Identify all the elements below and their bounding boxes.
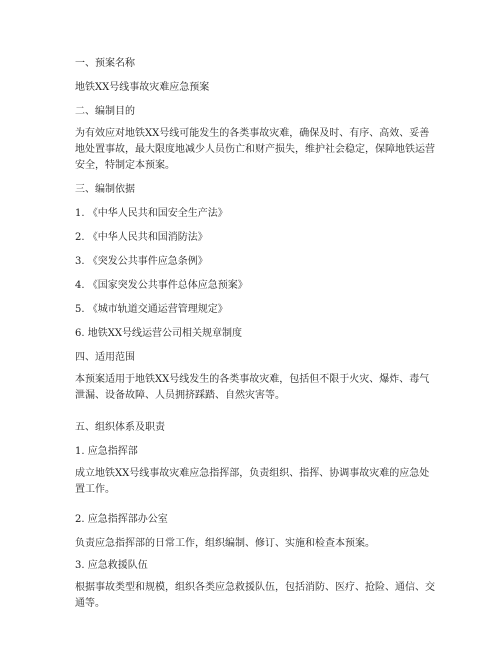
- section-5-2-text: 负责应急指挥部的日常工作，组织编制、修订、实施和检查本预案。: [75, 538, 375, 549]
- section-4-text: 本预案适用于地铁XX号线发生的各类事故灾难，包括但不限于火灾、爆炸、毒气泄漏、设备故障、人员拥挤踩踏、自然灾害等。: [75, 374, 430, 401]
- section-4-heading: 四、适用范围: [75, 352, 135, 363]
- list-item: 6. 地铁XX号线运营公司相关规章制度: [75, 328, 242, 339]
- section-5-3-text: 根据事故类型和规模，组织各类应急救援队伍，包括消防、医疗、抢险、通信、交通等。: [75, 582, 435, 609]
- section-5-heading: 五、组织体系及职责: [75, 422, 165, 433]
- section-1-heading: 一、预案名称: [75, 58, 135, 69]
- section-1-text: 地铁XX号线事故灾难应急预案: [75, 82, 210, 93]
- list-item: 4. 《国家突发公共事件总体应急预案》: [75, 280, 248, 291]
- section-2-heading: 二、编制目的: [75, 106, 135, 117]
- list-item: 2. 《中华人民共和国消防法》: [75, 232, 208, 243]
- list-item: 5. 《城市轨道交通运营管理规定》: [75, 304, 228, 315]
- section-5-1-heading: 1. 应急指挥部: [75, 446, 138, 457]
- section-5-2-heading: 2. 应急指挥部办公室: [75, 514, 168, 525]
- list-item: 1. 《中华人民共和国安全生产法》: [75, 208, 228, 219]
- section-2-text: 为有效应对地铁XX号线可能发生的各类事故灾难，确保及时、有序、高效、妥善地处置事故，最大限度地减少人员伤亡和财产损失，维护社会稳定，保障地铁运营安全，特制定本预案。: [75, 128, 435, 171]
- section-5-1-text: 成立地铁XX号线事故灾难应急指挥部，负责组织、指挥、协调事故灾难的应急处置工作。: [75, 468, 430, 495]
- section-3-heading: 三、编制依据: [75, 184, 135, 195]
- section-5-3-heading: 3. 应急救援队伍: [75, 560, 148, 571]
- list-item: 3. 《突发公共事件应急条例》: [75, 256, 208, 267]
